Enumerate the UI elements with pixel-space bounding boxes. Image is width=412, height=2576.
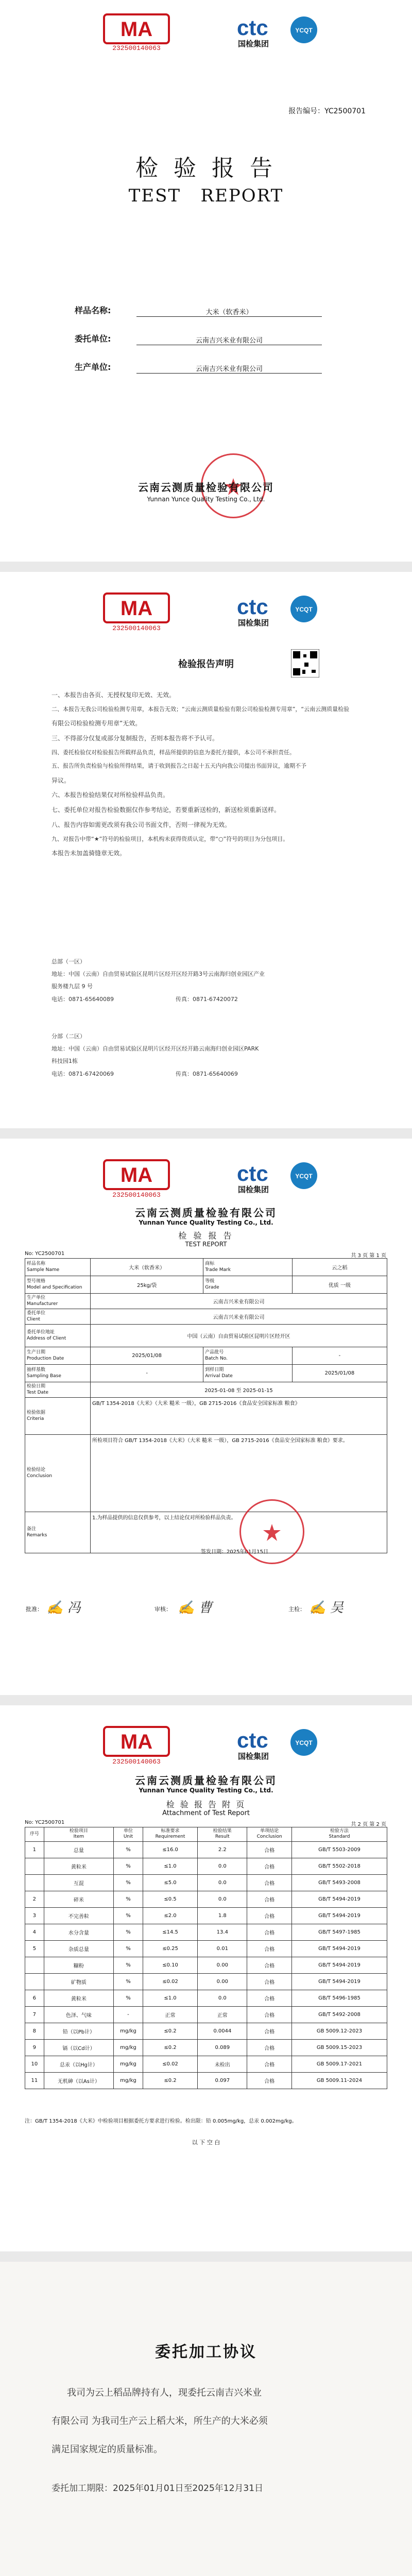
report-number: 报告编号：YC2500701 <box>288 107 366 115</box>
addr1-line1: 地址：中国（云南）自由贸易试验区昆明片区经开区经开路3号云南海归创业园区产业 <box>52 971 265 978</box>
attach-cell: % <box>114 1990 143 2006</box>
attach-cell: 0.0 <box>198 1891 247 1907</box>
attach-row <box>25 1841 387 1858</box>
statement-item: 三、不得部分仅复或部分复制报告，否则本报告将不予认可。 <box>52 734 219 742</box>
attach-cell: 7 <box>25 2006 44 2023</box>
report-cell: 云南吉兴米业有限公司 <box>91 1309 387 1325</box>
address-block-2 <box>52 1030 360 1080</box>
addr2-title: 分部（二区） <box>52 1033 85 1040</box>
field-client-value: 云南吉兴米业有限公司 <box>136 335 322 345</box>
attach-cell: ≤5.0 <box>143 1874 197 1891</box>
attach-cell: 4 <box>25 1924 44 1940</box>
attach-cell: % <box>114 1957 143 1973</box>
cma-logo-icon <box>103 592 170 623</box>
attach-cell: 色泽、气味 <box>44 2006 113 2023</box>
attach-cell: ≤14.5 <box>143 1924 197 1940</box>
attach-cell: 5 <box>25 1940 44 1957</box>
report-title-en: TEST REPORT <box>185 1241 227 1248</box>
report-company: 云南云测质量检验有限公司 <box>135 1207 277 1219</box>
attach-title-cn: 检 验 报 告 附 页 <box>166 1800 246 1809</box>
agreement-page <box>0 2262 412 2576</box>
attach-row <box>25 1874 387 1891</box>
attach-cell: 水分含量 <box>44 1924 113 1940</box>
attachment-page <box>0 1705 412 2251</box>
report-row <box>25 1325 387 1347</box>
report-cell: 检验日期 Test Date <box>25 1382 91 1398</box>
attach-row <box>25 1973 387 1990</box>
addr2-line2: 科技园1栋 <box>52 1058 78 1065</box>
attach-company-en: Yunnan Yunce Quality Testing Co., Ltd. <box>139 1787 273 1794</box>
attach-cell: 2.2 <box>198 1841 247 1858</box>
attach-row <box>25 1924 387 1940</box>
agreement-title: 委托加工协议 <box>155 2343 257 2361</box>
attach-cell: 合格 <box>247 2023 292 2039</box>
attach-row <box>25 1940 387 1957</box>
attach-cell <box>25 1874 44 1891</box>
attach-cell: ≤16.0 <box>143 1841 197 1858</box>
report-cell: 样品名称 Sample Name <box>25 1259 91 1276</box>
statement-item: 五、报告所负责检验与检验所得结果，请于收到报告之日起十五天内向我公司提出书面异议，逾期不予 <box>52 762 306 770</box>
attach-cell: mg/kg <box>114 2056 143 2072</box>
report-cell: 检验依据 Criteria <box>25 1398 91 1435</box>
attach-cell: 9 <box>25 2039 44 2056</box>
svg-text:ctc: ctc <box>237 595 268 619</box>
statement-item: 六、本报告检验结果仅对所检验样品负责。 <box>52 791 169 799</box>
attach-cell: 正常 <box>143 2006 197 2023</box>
attach-row <box>25 2072 387 2089</box>
report-stamp-icon <box>239 1499 304 1564</box>
ctc-name: 国检集团 <box>238 39 269 48</box>
attach-cell: GB/T 5492-2008 <box>291 2006 387 2023</box>
report-cell: 等级 Grade <box>203 1276 293 1294</box>
attach-cell: ≤2.0 <box>143 1907 197 1924</box>
report-cell: 中国（云南）自由贸易试验区昆明片区经开区 <box>91 1325 387 1347</box>
attach-cell: 0.01 <box>198 1940 247 1957</box>
field-maker-value: 云南吉兴米业有限公司 <box>136 363 322 374</box>
attach-cell: 未检出 <box>198 2056 247 2072</box>
attach-cell: 糠粉 <box>44 1957 113 1973</box>
attach-cell: GB 5009.15-2023 <box>291 2039 387 2056</box>
attach-cell: 合格 <box>247 1957 292 1973</box>
statement-item: 七、委托单位对报告检验数据仅作参考结论，若要重新送检的，新送检须重新送样。 <box>52 806 281 814</box>
ctc-name: 国检集团 <box>238 1185 269 1194</box>
report-row <box>25 1347 387 1365</box>
svg-text:MA: MA <box>120 597 153 620</box>
statement-item: 九、对报告中带“★”符号的检验项目，本机构未获得资质认定，带“○”符号的项目为分包项目。 <box>52 835 289 842</box>
agreement-line1: 我司为云上稻品牌持有人，现委托云南吉兴米业 <box>67 2387 262 2398</box>
attach-cell: % <box>114 1841 143 1858</box>
attach-cell: ≤0.25 <box>143 1940 197 1957</box>
attach-cell: 合格 <box>247 1924 292 1940</box>
attach-cell: 0.00 <box>198 1957 247 1973</box>
attach-cell <box>25 1957 44 1973</box>
cma-logo-icon <box>103 13 170 44</box>
cma-number: 232500140063 <box>112 624 161 632</box>
attach-cell: GB/T 5494-2019 <box>291 1973 387 1990</box>
attach-cell: 合格 <box>247 2006 292 2023</box>
agreement-line2: 有限公司 为我司生产云上稻大米，所生产的大米必须 <box>52 2416 268 2427</box>
attach-cell: 合格 <box>247 2056 292 2072</box>
attach-cell: ≤1.0 <box>143 1858 197 1874</box>
attach-cell: 矿物质 <box>44 1973 113 1990</box>
attach-cell: GB/T 5494-2019 <box>291 1907 387 1924</box>
attach-cell: GB/T 5494-2019 <box>291 1891 387 1907</box>
attach-cell: 2 <box>25 1891 44 1907</box>
attach-cell: GB/T 5494-2019 <box>291 1940 387 1957</box>
attach-cell: GB 5009.17-2021 <box>291 2056 387 2072</box>
attach-cell: GB 5009.11-2024 <box>291 2072 387 2089</box>
attach-cell: GB/T 5493-2008 <box>291 1874 387 1891</box>
attach-cell: 不完善粒 <box>44 1907 113 1924</box>
addr2-phone: 电话：0871-67420069 <box>52 1070 114 1077</box>
attach-cell: 0.0044 <box>198 2023 247 2039</box>
report-cell: 商标 Trade Mark <box>203 1259 293 1276</box>
report-title-cn: 检 验 报 告 <box>178 1231 234 1241</box>
attach-cell: 合格 <box>247 1858 292 1874</box>
attach-cell: 0.089 <box>198 2039 247 2056</box>
report-cell: 委托单位地址 Address of Client <box>25 1325 91 1347</box>
cover-company: 云南云测质量检验有限公司 <box>138 481 274 494</box>
field-maker-label: 生产单位: <box>75 362 111 372</box>
qr-code-icon <box>291 649 319 677</box>
cma-logo-icon <box>103 1726 170 1757</box>
report-no: No: YC2500701 <box>25 1251 65 1257</box>
cma-logo-icon <box>103 1159 170 1190</box>
attach-cell: GB/T 5502-2018 <box>291 1858 387 1874</box>
attach-cell: 13.4 <box>198 1924 247 1940</box>
attach-cell: 0.00 <box>198 1973 247 1990</box>
attach-cell: 合格 <box>247 1907 292 1924</box>
attach-cell: GB/T 5496-1985 <box>291 1990 387 2006</box>
attach-col-header: 单位 Unit <box>114 1827 143 1842</box>
reviewer-signature-icon: ✍ 曹 <box>178 1600 212 1616</box>
svg-text:ctc: ctc <box>237 15 268 40</box>
attach-cell: % <box>114 1907 143 1924</box>
attach-row <box>25 2023 387 2039</box>
addr1-title: 总部（一区） <box>52 958 85 965</box>
report-row <box>25 1382 387 1398</box>
attach-cell: GB/T 5503-2009 <box>291 1841 387 1858</box>
sign-reviewer-label: 审核： <box>154 1606 171 1613</box>
attach-cell: ≤1.0 <box>143 1990 197 2006</box>
attach-cell: 1.8 <box>198 1907 247 1924</box>
report-cell: 2025/01/08 <box>292 1365 387 1382</box>
report-cell: 大米（软香米） <box>91 1259 203 1276</box>
report-cell: 2025/01/08 <box>91 1347 203 1365</box>
attach-cell: % <box>114 1940 143 1957</box>
attach-cell: 11 <box>25 2072 44 2089</box>
attach-cell: ≤0.2 <box>143 2072 197 2089</box>
attach-cell: ≤0.5 <box>143 1891 197 1907</box>
attach-cell: 8 <box>25 2023 44 2039</box>
report-row <box>25 1398 387 1435</box>
statement-item: 异议。 <box>52 776 71 784</box>
attach-cell: 铅（以Pb计） <box>44 2023 113 2039</box>
svg-text:YCQT: YCQT <box>295 606 313 613</box>
statement-page <box>0 572 412 1128</box>
report-cell: 到样日期 Arrival Date <box>203 1365 293 1382</box>
attach-cell: % <box>114 1924 143 1940</box>
addr1-phone: 电话：0871-65640089 <box>52 995 114 1003</box>
attach-col-header: 标准要求 Requirement <box>143 1827 197 1842</box>
attach-row <box>25 1891 387 1907</box>
report-cell: 生产单位 Manufacturer <box>25 1294 91 1309</box>
report-cell: 生产日期 Production Date <box>25 1347 91 1365</box>
attach-cell: % <box>114 1891 143 1907</box>
attach-cell: 0.0 <box>198 1858 247 1874</box>
agreement-period: 委托加工期限：2025年01月01日至2025年12月31日 <box>52 2483 264 2494</box>
attach-cell: GB 5009.12-2023 <box>291 2023 387 2039</box>
statement-item: 二、本报告无我公司检验检测专用章，本报告无效；“云南云测质量检验有限公司检验检测专用章”，“云南云测质量检验 <box>52 705 350 713</box>
attach-cell: GB/T 5497-1985 <box>291 1924 387 1940</box>
sign-tester-label: 主检： <box>288 1606 305 1613</box>
report-cell: 委托单位 Client <box>25 1309 91 1325</box>
attach-cell: % <box>114 1858 143 1874</box>
report-cell: 抽样基数 Sampling Base <box>25 1365 91 1382</box>
approver-signature-icon: ✍ 冯 <box>46 1600 81 1616</box>
report-cell: 1.为样品提供的信息仅供参考，以上结论仅对所检验样品负责。 <box>91 1512 387 1553</box>
attach-cell: ≤0.02 <box>143 1973 197 1990</box>
attach-row <box>25 2039 387 2056</box>
report-cell: 25kg/袋 <box>91 1276 203 1294</box>
statement-item: 八、报告内容如需更改须有我公司书面文件，否则一律视为无效。 <box>52 821 231 828</box>
report-row <box>25 1309 387 1325</box>
report-cell: 备注 Remarks <box>25 1512 91 1553</box>
report-page-label: 共 3 页 第 1 页 <box>351 1253 386 1259</box>
attach-cell: 黄粒米 <box>44 1990 113 2006</box>
attach-page-label: 共 2 页 第 2 页 <box>351 1822 386 1827</box>
svg-text:ctc: ctc <box>237 1728 268 1752</box>
attach-cell: 10 <box>25 2056 44 2072</box>
report-table <box>25 1258 387 1553</box>
attach-cell: 0.0 <box>198 1990 247 2006</box>
issue-date: 签发日期：2025年01月15日 <box>201 1549 268 1555</box>
attach-col-header: 单项结论 Conclusion <box>247 1827 292 1842</box>
agreement-line3: 满足国家规定的质量标准。 <box>52 2444 163 2455</box>
attach-cell: % <box>114 1874 143 1891</box>
field-sample-value: 大米（软香米） <box>136 307 322 317</box>
attach-cell: 总汞（以Hg计） <box>44 2056 113 2072</box>
address-block-1 <box>52 956 360 1006</box>
attach-cell: 合格 <box>247 1990 292 2006</box>
attach-cell: ≤0.10 <box>143 1957 197 1973</box>
report-cell: - <box>91 1365 203 1382</box>
statement-title: 检验报告声明 <box>178 659 234 670</box>
attach-cell: 正常 <box>198 2006 247 2023</box>
attach-title-en: Attachment of Test Report <box>162 1809 250 1817</box>
attach-cell: 黄粒米 <box>44 1858 113 1874</box>
attach-cell: 无机砷（以As计） <box>44 2072 113 2089</box>
attach-col-header: 检验结果 Result <box>198 1827 247 1842</box>
attach-company: 云南云测质量检验有限公司 <box>135 1774 277 1787</box>
svg-text:YCQT: YCQT <box>295 1739 313 1747</box>
attach-cell: 0.0 <box>198 1874 247 1891</box>
cover-page <box>0 0 412 562</box>
attach-row <box>25 1858 387 1874</box>
attach-cell: 合格 <box>247 2072 292 2089</box>
report-cell: GB/T 1354-2018《大米》（大米 糙米 一级），GB 2715-2016《食品安全国家标准 粮食》 <box>91 1398 387 1435</box>
report-cell: 云之稻 <box>292 1259 387 1276</box>
attachment-table <box>25 1827 387 2089</box>
attach-no: No: YC2500701 <box>25 1820 65 1825</box>
attach-col-header: 序号 <box>25 1827 44 1842</box>
cover-company-en: Yunnan Yunce Quality Testing Co., Ltd. <box>147 496 265 503</box>
svg-text:MA: MA <box>120 1731 153 1753</box>
ctc-name: 国检集团 <box>238 1752 269 1761</box>
field-client-label: 委托单位: <box>75 334 111 344</box>
attach-cell: ≤0.2 <box>143 2039 197 2056</box>
ctc-name: 国检集团 <box>238 618 269 628</box>
attach-cell: 杂质总量 <box>44 1940 113 1957</box>
cover-title-en: TEST REPORT <box>128 185 284 206</box>
report-cell: 2025-01-08 至 2025-01-15 <box>91 1382 387 1398</box>
attach-cell: 合格 <box>247 1973 292 1990</box>
attach-cell: 合格 <box>247 1891 292 1907</box>
attach-cell: 1 <box>25 1841 44 1858</box>
attach-cell: - <box>114 2006 143 2023</box>
statement-item: 一、本报告由各页、无授权复印无效、无效。 <box>52 691 176 699</box>
attach-cell: mg/kg <box>114 2072 143 2089</box>
attach-cell: 总量 <box>44 1841 113 1858</box>
report-cell: 型号规格 Model and Specification <box>25 1276 91 1294</box>
attach-cell <box>25 1973 44 1990</box>
attach-cell: 合格 <box>247 1874 292 1891</box>
report-cell: 云南吉兴米业有限公司 <box>91 1294 387 1309</box>
report-cell: 所检项目符合 GB/T 1354-2018《大米》（大米 糙米 一级），GB 2715-2016《食品安全国家标准 粮食》要求。 <box>91 1435 387 1512</box>
statement-items <box>52 688 360 861</box>
attach-cell: 碎米 <box>44 1891 113 1907</box>
attach-note: 注：GB/T 1354-2018《大米》中检验项目根据委托方要求进行检验。检出限：铅 0.005mg/kg，总汞 0.002mg/kg。 <box>25 2119 297 2124</box>
report-row <box>25 1259 387 1276</box>
svg-text:MA: MA <box>120 1164 153 1187</box>
report-row <box>25 1435 387 1512</box>
svg-text:YCQT: YCQT <box>295 27 313 34</box>
attach-cell: 6 <box>25 1990 44 2006</box>
report-cell: 检验结论 Conclusion <box>25 1435 91 1512</box>
statement-item: 有限公司检验检测专用章”无效。 <box>52 720 142 727</box>
report-cell: 优质 一级 <box>292 1276 387 1294</box>
attach-cell: ≤0.02 <box>143 2056 197 2072</box>
report-page <box>0 1139 412 1695</box>
attach-row <box>25 2056 387 2072</box>
attach-col-header: 检验方法 Standard <box>291 1827 387 1842</box>
addr1-line2: 服务楼九层 9 号 <box>52 983 93 990</box>
attach-cell: 互混 <box>44 1874 113 1891</box>
attach-cell: 镉（以Cd计） <box>44 2039 113 2056</box>
report-company-en: Yunnan Yunce Quality Testing Co., Ltd. <box>139 1219 273 1226</box>
attach-cell: ≤0.2 <box>143 2023 197 2039</box>
report-cell: 产品批号 Batch No. <box>203 1347 293 1365</box>
sign-approver-label: 批准： <box>26 1606 43 1613</box>
attach-cell: mg/kg <box>114 2023 143 2039</box>
addr2-line1: 地址：中国（云南）自由贸易试验区昆明片区经开区经开路云南海归创业园区PARK <box>52 1045 259 1053</box>
svg-text:YCQT: YCQT <box>295 1173 313 1180</box>
attach-cell: 合格 <box>247 1841 292 1858</box>
cma-number: 232500140063 <box>112 44 161 52</box>
report-row <box>25 1294 387 1309</box>
statement-item: 四、委托检验仅对检验报告所载样品负责，样品所提供的信息为委托方提供，本公司不承担责任。 <box>52 749 295 756</box>
attach-cell: 合格 <box>247 2039 292 2056</box>
statement-item: 本报告未加盖骑缝章无效。 <box>52 850 126 857</box>
attach-end-text: 以 下 空 白 <box>192 2139 220 2146</box>
attach-cell: 3 <box>25 1907 44 1924</box>
attach-row <box>25 1990 387 2006</box>
report-row <box>25 1365 387 1382</box>
attach-row <box>25 1957 387 1973</box>
report-row <box>25 1276 387 1294</box>
attach-cell: GB/T 5494-2019 <box>291 1957 387 1973</box>
svg-text:MA: MA <box>120 18 153 41</box>
attach-row <box>25 1907 387 1924</box>
attach-cell: % <box>114 1973 143 1990</box>
attach-cell: 0.097 <box>198 2072 247 2089</box>
addr1-fax: 传真：0871-67420072 <box>175 995 238 1003</box>
attach-cell: 合格 <box>247 1940 292 1957</box>
cover-title-cn: 检 验 报 告 <box>135 155 277 181</box>
attach-col-header: 检验项目 Item <box>44 1827 113 1842</box>
report-cell: - <box>292 1347 387 1365</box>
attach-cell <box>25 1858 44 1874</box>
attach-cell: mg/kg <box>114 2039 143 2056</box>
addr2-fax: 传真：0871-65640069 <box>175 1070 238 1077</box>
attach-row <box>25 2006 387 2023</box>
cma-number: 232500140063 <box>112 1758 161 1766</box>
field-sample-label: 样品名称: <box>75 306 111 315</box>
cma-number: 232500140063 <box>112 1191 161 1199</box>
svg-text:ctc: ctc <box>237 1161 268 1185</box>
tester-signature-icon: ✍ 吴 <box>309 1600 344 1616</box>
logo-row <box>0 0 412 57</box>
